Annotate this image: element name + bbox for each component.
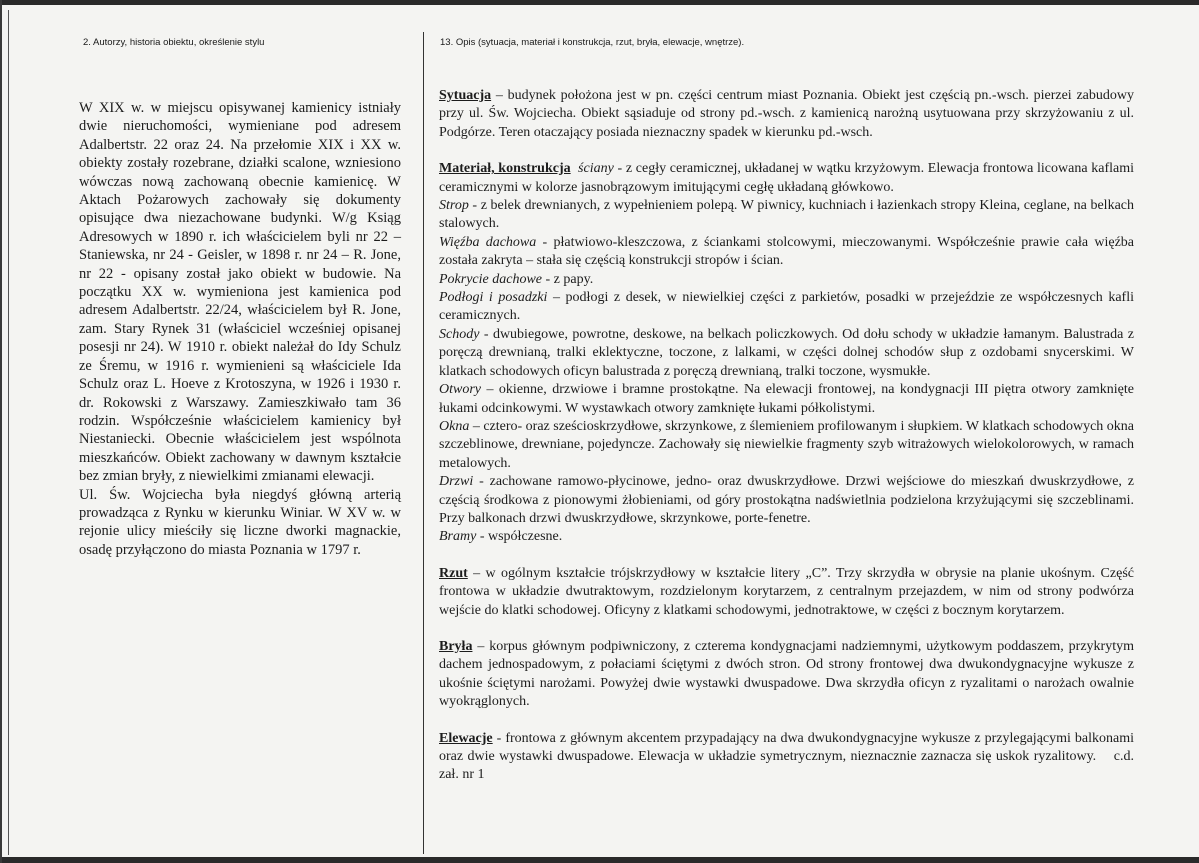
history-paragraph: W XIX w. w miejscu opisywanej kamienicy istniały dwie nieruchomości, wymieniane pod adresem Adalbertstr. 22 oraz 24. Na przełomie XIX i XX w. obiekty zostały rozebrane, działki scalone, wzniesiono wówczas nową zachowaną obecnie kamienicę. W Aktach Pożarowych zachowały się dokumenty opisujące dwa niezachowane budynki. W/g Ksiąg Adresowych w 1890 r. ich właścicielem byli nr 22 – Staniewska, nr 24 - Geisler, w 1898 r. nr 24 – R. Jone, nr 22 - opisany został jako obiekt w budowie. Na początku XX w. wymieniona jest kamienica pod adresem Adalbertstr. 22/24, właścicielem był R. Jone, zam. Stary Rynek 31 (właściciel wcześniej opisanej posesji nr 24). W 1910 r. obiekt należał do Idy Schulz ze Śremu, w 1916 r. wymienieni są właściciele Ida Schulz oraz L. Hoeve z Krotoszyna, w 1926 i 1930 r. dr. Rokowski z Warszawy. Zamieszkiwało tam 36 rodzin. Współcześnie właścicielem kamienicy był Niestaniecki. Obecnie właścicielem jest wspólnota mieszkańców. Obiekt zachowany w dawnym kształcie bez zmian bryły, z niewielkimi zmianami elewacji. <box>79 100 401 485</box>
section-title: Materiał, konstrukcja <box>439 161 571 177</box>
history-paragraph: Ul. Św. Wojciecha była niegdyś główną arterią prowadząca z Rynku w kierunku Winiar. W XV w. w rejonie ulicy mieściły się liczne dworki magnackie, osadę przyłączono do miasta Poznania w 1797 r. <box>79 486 401 558</box>
scan-left-edge <box>0 0 2 863</box>
item-text: – podłogi z desek, w niewielkiej części z parkietów, posadki w przejeździe ze współczesnych kafli ceramicznych. <box>439 290 1134 324</box>
section-header-history: 2. Autorzy, historia obiektu, określenie stylu <box>83 37 265 48</box>
section-text: – budynek położona jest w pn. części centrum miast Poznania. Obiekt jest częścią pn.-wsch. pierzei zabudowy przy ul. Św. Wojciecha. Obiekt sąsiaduje od strony pd.-wsch. z kamienicą narożną usytuowana przy skrzyżowaniu z ul. Podgórze. Teren otaczający posiada nieznaczny spadek w kierunku pd.-wsch. <box>439 88 1134 140</box>
description-column <box>439 87 1134 803</box>
item-text: - z belek drewnianych, z wypełnieniem polepą. W piwnicy, kuchniach i łazienkach stropy Kleina, ceglane, na belkach stalowych. <box>439 198 1134 232</box>
item-label: Schody <box>439 326 480 342</box>
section-text: – korpus głównym podpiwniczony, z czterema kondygnacjami nadziemnymi, użytkowym poddaszem, przykrytym dachem jednospadowym, z połaciami ściętymi z dwóch stron. Od strony frontowej dwa dwukondygnacyjne wykusze z ukośnie ściętymi narożami. Powyżej dwie wystawki dwuspadowe. Dwa skrzydła oficyn z ryzalitami o narożach owalnie wyokrąglonych. <box>439 638 1134 710</box>
item-label: Bramy <box>439 529 477 545</box>
item-label: Pokrycie dachowe <box>439 271 543 287</box>
section-material <box>439 160 1134 547</box>
item-label: Strop <box>439 198 469 214</box>
section-header-description: 13. Opis (sytuacja, materiał i konstrukcja, rzut, bryła, elewacje, wnętrze). <box>440 37 745 48</box>
item-label: Okna <box>439 418 470 434</box>
item-label: Otwory <box>439 382 481 398</box>
section-title: Rzut <box>439 565 468 581</box>
item-label: Więźba dachowa <box>439 234 537 250</box>
column-divider <box>423 32 424 854</box>
item-text: - współczesne. <box>476 529 563 545</box>
scan-top-edge <box>0 0 1199 5</box>
item-text: - z papy. <box>542 271 594 287</box>
item-text: – okienne, drzwiowe i bramne prostokątne. Na elewacji frontowej, na kondygnacji III piętra otwory zamknięte łukami odcinkowymi. W wystawkach otwory zamknięte łukami półkolistymi. <box>439 382 1134 416</box>
section-rzut <box>439 565 1134 620</box>
item-label: Drzwi <box>439 474 474 490</box>
item-label: Podłogi i posadzki <box>439 290 548 306</box>
item-text: - płatwiowo-kleszczowa, z ściankami stolcowymi, mieczowanymi. Współcześnie prawie cała więźba została zakryta – stała się częścią konstrukcji stropów i ścian. <box>439 234 1134 269</box>
section-title: Bryła <box>439 638 473 654</box>
section-elewacje <box>439 730 1134 785</box>
section-title: Sytuacja <box>439 88 492 103</box>
scan-bottom-edge <box>0 857 1199 863</box>
form-left-border <box>8 10 9 855</box>
history-column <box>79 99 401 559</box>
item-text: – cztero- oraz sześcioskrzydłowe, skrzynkowe, z ślemieniem profilowanym i słupkiem. W klatkach schodowych okna szczeblinowe, drewniane, pojedyncze. Zachowały się niewielkie fragmenty szyb witrażowych wielokolorowych, w ramach metalowych. <box>439 418 1135 471</box>
section-bryla <box>439 638 1134 712</box>
item-text: - dwubiegowe, powrotne, deskowe, na belkach policzkowych. Od dołu schody w układzie łamanym. Balustrada z poręczą drewnianą, tralki eklektyczne, toczone, z lalkami, w części dolnej schodów słup z ozdobami snycerskimi. W klatkach schodowych oficyn balustrada z poręczą drewnianą, tralki toczone, wysmukłe. <box>439 326 1134 379</box>
item-label: ściany <box>578 161 614 177</box>
continuation-note: c.d. zał. nr 1 <box>439 749 1134 783</box>
item-text: - z cegły ceramicznej, układanej w wątku krzyżowym. Elewacja frontowa licowana kaflami ceramicznymi w kolorze jasnobrązowym imitującymi cegłę układaną główkowo. <box>439 161 1134 195</box>
section-text: – w ogólnym kształcie trójskrzydłowy w kształcie litery „C”. Trzy skrzydła w obrysie na planie ukośnym. Część frontowa w układzie dwutraktowym, rozdzielonym korytarzem, z centralnym przejazdem, w nim od strony podwórza wejście do klatki schodowej. Oficyny z klatkami schodowymi, jednotraktowe, w części z bocznym korytarzem. <box>439 565 1134 618</box>
section-sytuacja <box>439 87 1134 142</box>
section-title: Elewacje <box>439 730 493 746</box>
item-text: - zachowane ramowo-płycinowe, jedno- oraz dwuskrzydłowe. Drzwi wejściowe do mieszkań dwuskrzydłowe, z częścią środkowa z pionowymi żłobieniami, od góry prostokątna nadświetlnia podzielona krzyżującymi się szczeblinami. Przy balkonach drzwi dwuskrzydłowe, skrzynkowe, porte-fenetre. <box>439 474 1134 526</box>
section-text: - frontowa z głównym akcentem przypadający na dwa dwukondygnacyjne wykusze z przylegającymi balkonami oraz dwie wystawki dwuspadowe. Elewacja w układzie symetrycznym, nieznacznie zaznacza się uskok ryzalitowy. <box>439 730 1134 764</box>
